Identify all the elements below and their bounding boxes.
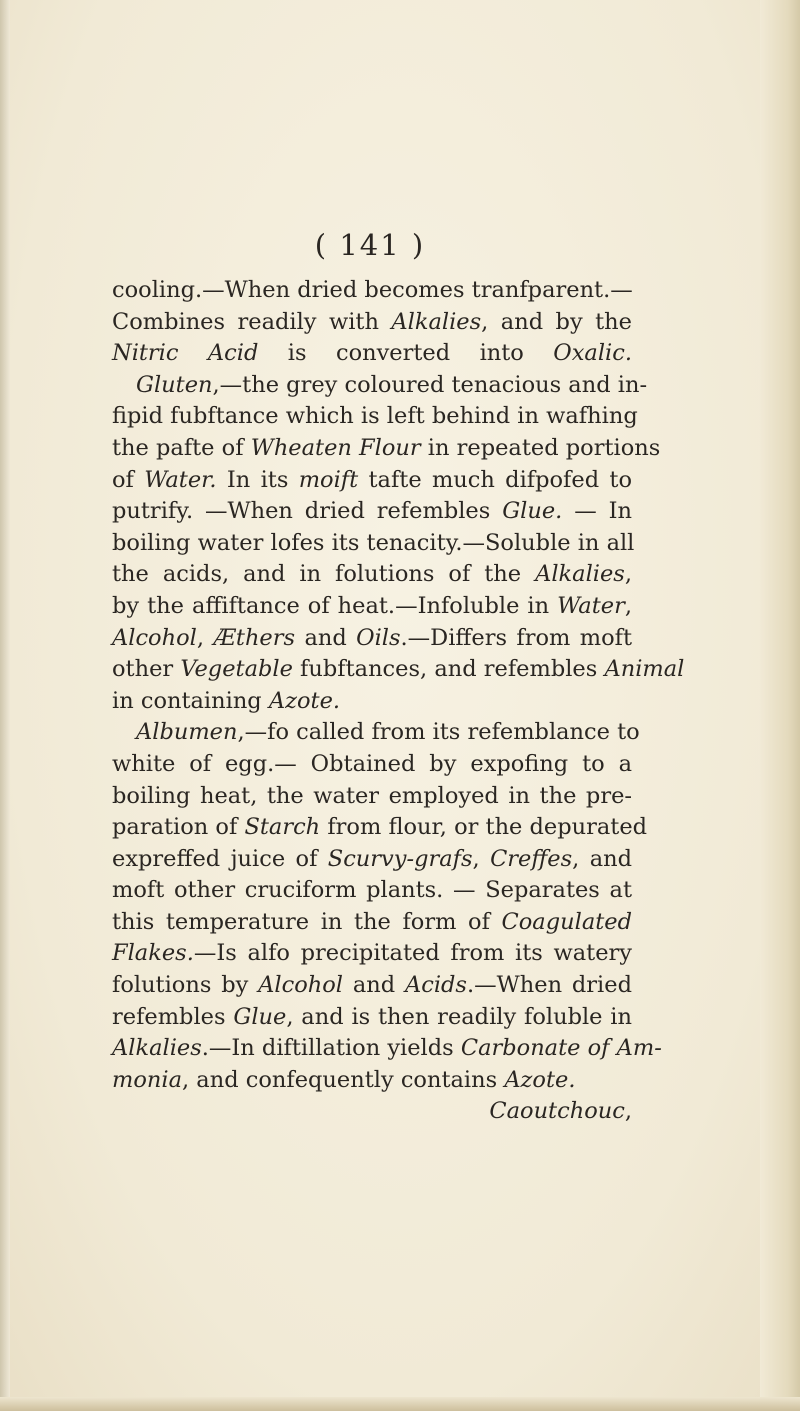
text-line: [112, 1096, 632, 1128]
text-segment: ,: [624, 592, 632, 619]
italic-text: Glue: [233, 1003, 287, 1030]
text-segment: .—When dried: [466, 972, 632, 999]
text-line: [112, 623, 632, 655]
italic-text: Acids: [404, 972, 467, 999]
italic-text: Starch: [244, 814, 321, 841]
text-segment: — In: [562, 498, 632, 525]
text-line: [112, 401, 638, 433]
italic-text: Alkalies: [391, 308, 482, 335]
italic-text: Azote.: [268, 687, 341, 714]
italic-text: Nitric Acid: [112, 340, 259, 367]
text-segment: of: [112, 466, 145, 493]
italic-text: Alcohol: [112, 624, 197, 651]
italic-text: Azote.: [504, 1066, 576, 1093]
italic-text: Caoutchouc: [489, 1098, 625, 1125]
text-line: [112, 433, 661, 465]
text-line: [112, 307, 632, 339]
text-segment: .—Differs from moft: [400, 624, 632, 651]
text-segment: other: [112, 656, 181, 683]
text-segment: —Is alfo precipitated from its watery: [193, 940, 632, 967]
text-segment: is converted into: [258, 340, 554, 367]
text-line: [112, 591, 632, 623]
italic-text: Æthers: [213, 624, 296, 651]
text-segment: by the affiftance of heat.—Infoluble in: [112, 592, 558, 619]
italic-text: Gluten: [136, 371, 213, 398]
text-line: [112, 717, 640, 749]
text-line: [112, 938, 632, 970]
text-segment: from flour, or the depurated: [320, 814, 648, 841]
text-line: [112, 970, 632, 1002]
italic-text: Oxalic.: [553, 340, 632, 367]
text-segment: boiling water lofes its tenacity.—Soluble in all: [112, 529, 635, 556]
italic-text: Alcohol: [258, 972, 343, 999]
text-segment: , and is then readily foluble in: [286, 1003, 632, 1030]
text-line: [112, 654, 685, 686]
text-segment: ,: [196, 624, 214, 651]
text-segment: this temperature in the form of: [112, 908, 502, 935]
text-segment: , and: [572, 845, 632, 872]
text-segment: Combines readily with: [112, 308, 392, 335]
italic-text: Alkalies: [112, 1035, 202, 1062]
italic-text: Alkalies: [535, 561, 625, 588]
text-line: [112, 338, 632, 370]
text-segment: and: [343, 972, 405, 999]
text-segment: .—In diftillation yields: [201, 1035, 461, 1062]
italic-text: Carbonate of Am-: [460, 1035, 662, 1062]
text-segment: the pafte of: [112, 434, 251, 461]
text-segment: and: [295, 624, 357, 651]
text-segment: in containing: [112, 687, 269, 714]
text-segment: , and confequently contains: [181, 1066, 505, 1093]
page-bottom-edge: [0, 1397, 800, 1411]
italic-text: Water.: [144, 466, 217, 493]
text-line: [112, 370, 648, 402]
text-segment: ,—the grey coloured tenacious and in-: [212, 371, 648, 398]
text-line: [112, 812, 648, 844]
text-line: [112, 496, 632, 528]
text-line: [112, 1033, 662, 1065]
text-segment: white of egg.— Obtained by expofing to a: [112, 750, 632, 777]
text-line: [112, 1065, 632, 1097]
text-segment: cooling.—When dried becomes tranfparent.—: [112, 277, 633, 303]
text-segment: tafte much difpofed to: [358, 466, 633, 493]
italic-text: Oils: [356, 624, 401, 651]
page-number-header: ( 141 ): [314, 228, 426, 262]
italic-text: Coagulated: [501, 908, 632, 935]
text-segment: putrify. —When dried refembles: [112, 498, 503, 525]
page-right-edge: [760, 0, 800, 1411]
text-segment: ,: [624, 561, 632, 588]
text-line: [112, 781, 632, 813]
italic-text: Albumen: [136, 719, 238, 746]
text-line: [112, 907, 632, 939]
italic-text: Water: [557, 592, 625, 619]
text-line: [112, 1002, 632, 1034]
italic-text: Animal: [604, 656, 685, 683]
text-line: [112, 275, 632, 307]
text-segment: in repeated portions: [420, 434, 661, 461]
body-text: [112, 275, 685, 1128]
text-segment: ,: [624, 1098, 632, 1125]
italic-text: Glue.: [502, 498, 563, 525]
page-left-edge: [0, 0, 10, 1411]
text-segment: expreffed juice of: [112, 845, 328, 872]
text-line: [112, 844, 632, 876]
text-segment: ,: [472, 845, 491, 872]
text-segment: ,—fo called from its refemblance to: [237, 719, 640, 746]
text-line: [112, 875, 632, 907]
text-line: [112, 749, 632, 781]
text-segment: fipid fubftance which is left behind in wafhing: [112, 403, 638, 430]
text-segment: refembles: [112, 1003, 234, 1030]
text-line: [112, 528, 635, 560]
italic-text: monia: [112, 1066, 182, 1093]
text-segment: , and by the: [481, 308, 632, 335]
italic-text: Vegetable: [180, 656, 293, 683]
italic-text: Flakes.: [112, 940, 194, 967]
text-segment: moft other cruciform plants. — Separates at: [112, 877, 632, 904]
text-segment: In its: [216, 466, 299, 493]
italic-text: Scurvy-grafs: [327, 845, 473, 872]
italic-text: moift: [298, 466, 359, 493]
text-line: [112, 559, 632, 591]
text-segment: the acids, and in folutions of the: [112, 561, 536, 588]
text-segment: paration of: [112, 814, 245, 841]
text-segment: boiling heat, the water employed in the pre-: [112, 782, 632, 809]
italic-text: Creffes: [490, 845, 573, 872]
text-line: [112, 686, 632, 718]
text-line: [112, 465, 632, 497]
text-segment: fubftances, and refembles: [292, 656, 605, 683]
italic-text: Wheaten Flour: [250, 434, 421, 461]
text-segment: folutions by: [112, 972, 259, 999]
